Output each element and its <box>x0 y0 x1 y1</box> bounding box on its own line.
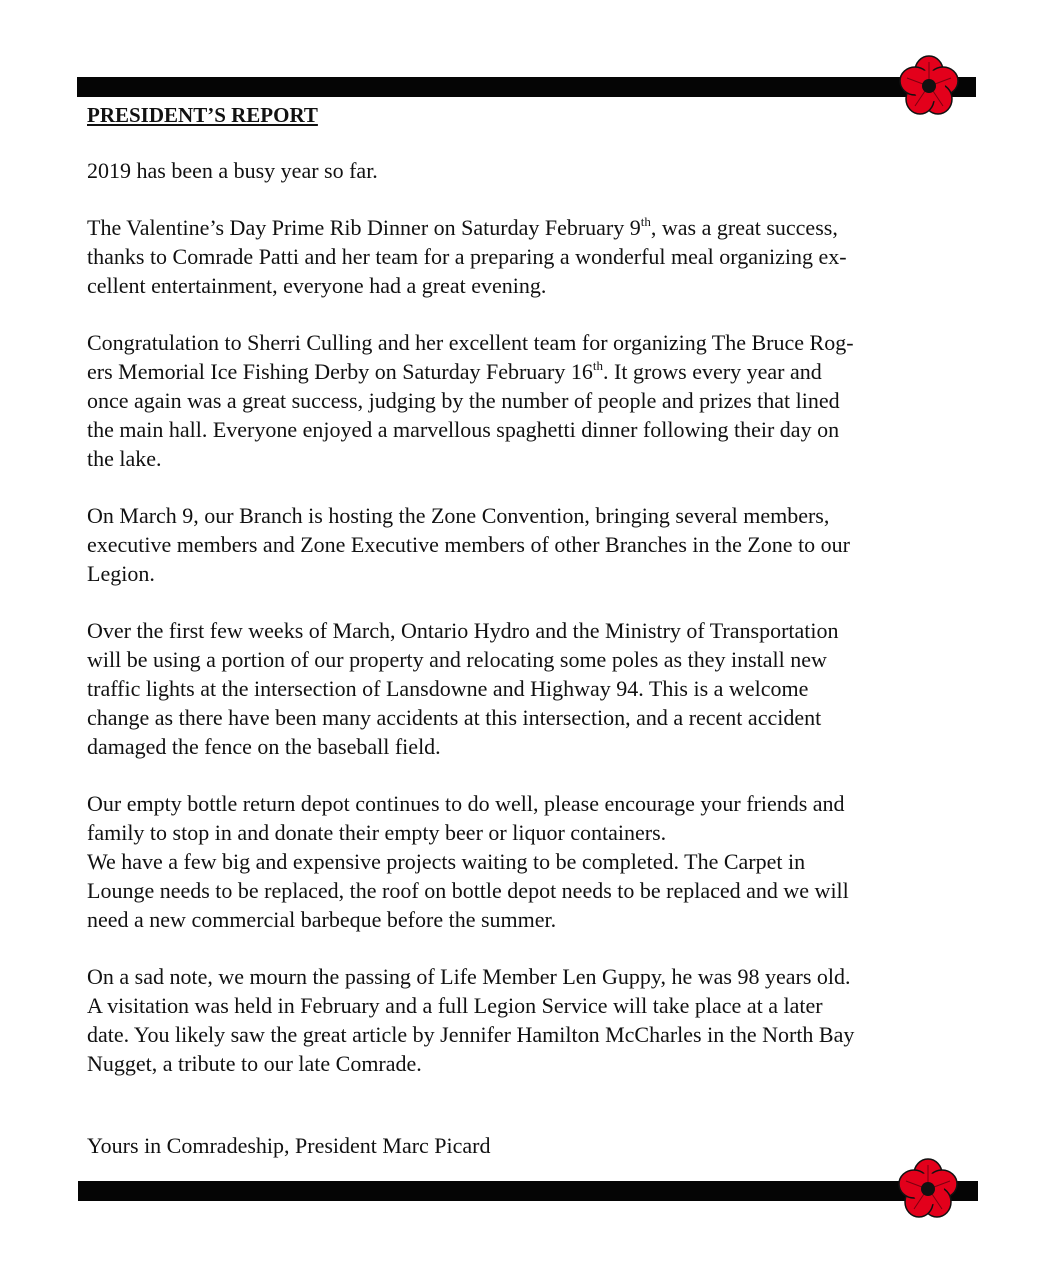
paragraph-line: the lake. <box>87 446 162 471</box>
paragraph-line: once again was a great success, judging by the number of people and prizes that lined <box>87 388 840 413</box>
paragraph-line: executive members and Zone Executive members of other Branches in the Zone to our <box>87 532 851 557</box>
paragraph-line: thanks to Comrade Patti and her team for a preparing a wonderful meal organizing ex- <box>87 244 847 269</box>
paragraph-line: family to stop in and donate their empty beer or liquor containers. <box>87 820 667 845</box>
report-title: PRESIDENT’S REPORT <box>87 103 318 127</box>
paragraph-line: Congratulation to Sherri Culling and her excellent team for organizing The Bruce Rog- <box>87 330 854 355</box>
report-body <box>87 101 987 1078</box>
paragraph-line: A visitation was held in February and a full Legion Service will take place at a later <box>87 993 823 1018</box>
paragraph <box>87 328 987 473</box>
paragraph <box>87 962 987 1078</box>
paragraph-line: On a sad note, we mourn the passing of Life Member Len Guppy, he was 98 years old. <box>87 964 851 989</box>
ordinal-suffix: th <box>640 214 651 229</box>
ordinal-suffix: th <box>592 358 604 373</box>
paragraph-line: change as there have been many accidents at this intersection, and a recent accident <box>87 705 822 730</box>
paragraph-line: Legion. <box>87 561 155 586</box>
paragraph-line: will be using a portion of our property and relocating some poles as they install new <box>87 647 827 672</box>
paragraph <box>87 616 987 761</box>
paragraph-line: traffic lights at the intersection of Lansdowne and Highway 94. This is a welcome <box>87 676 809 701</box>
paragraph-line: the main hall. Everyone enjoyed a marvellous spaghetti dinner following their day on <box>87 417 840 442</box>
paragraph-line: Our empty bottle return depot continues to do well, please encourage your friends and <box>87 791 845 816</box>
paragraph-line: Over the first few weeks of March, Ontario Hydro and the Ministry of Transportation <box>87 618 839 643</box>
bottom-rule <box>78 1181 978 1201</box>
poppy-icon <box>896 1157 960 1221</box>
paragraph <box>87 501 987 588</box>
paragraph-line: On March 9, our Branch is hosting the Zone Convention, bringing several members, <box>87 503 830 528</box>
paragraph-line: Lounge needs to be replaced, the roof on bottle depot needs to be replaced and we will <box>87 878 849 903</box>
paragraph-line: need a new commercial barbeque before the summer. <box>87 907 557 932</box>
paragraph <box>87 213 987 300</box>
signoff: Yours in Comradeship, President Marc Picard <box>87 1133 491 1158</box>
paragraph-line: We have a few big and expensive projects waiting to be completed. The Carpet in <box>87 849 806 874</box>
paragraph-line: ers Memorial Ice Fishing Derby on Saturday February 16th. It grows every year and <box>87 358 822 384</box>
paragraph-line: Nugget, a tribute to our late Comrade. <box>87 1051 422 1076</box>
paragraph-line: damaged the fence on the baseball field. <box>87 734 441 759</box>
paragraph-line: The Valentine’s Day Prime Rib Dinner on Saturday February 9th, was a great success, <box>87 214 838 240</box>
top-rule <box>77 77 976 97</box>
paragraph <box>87 789 987 934</box>
paragraph <box>87 156 987 185</box>
paragraph-line: date. You likely saw the great article by Jennifer Hamilton McCharles in the North Bay <box>87 1022 855 1047</box>
paragraph-line: cellent entertainment, everyone had a great evening. <box>87 273 547 298</box>
paragraph-line: 2019 has been a busy year so far. <box>87 158 378 183</box>
